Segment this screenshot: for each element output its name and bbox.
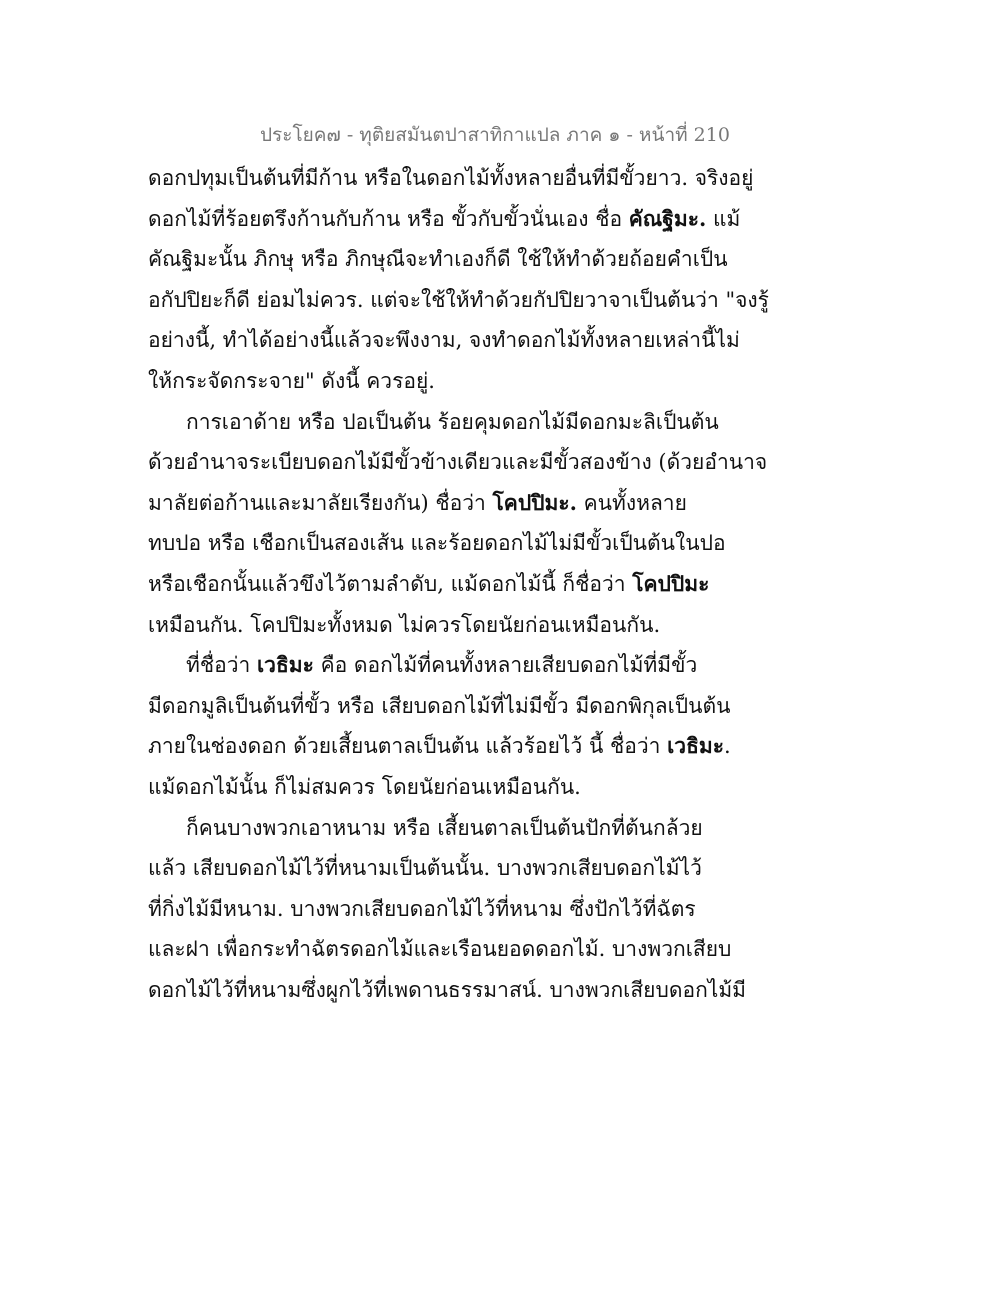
text-segment: อกัปปิยะก็ดี ย่อมไม่ควร. แต่จะใช้ให้ทำด้วยกัปปิยวาจาเป็นต้นว่า "จงรู้ <box>148 287 769 312</box>
text-segment: ให้กระจัดกระจาย" ดังนี้ ควรอยู่. <box>148 368 435 393</box>
text-segment: มาลัยต่อก้านและมาลัยเรียงกัน) ชื่อว่า <box>148 490 493 515</box>
text-segment: ก็คนบางพวกเอาหนาม หรือ เสี้ยนตาลเป็นต้นปักที่ต้นกล้วย <box>186 815 703 840</box>
body-text <box>148 158 769 1010</box>
text-segment: อย่างนี้, ทำได้อย่างนี้แล้วจะพึงงาม, จงทำดอกไม้ทั้งหลายเหล่านี้ไม่ <box>148 328 740 353</box>
text-segment: แม้ <box>706 206 741 231</box>
text-line <box>148 239 728 280</box>
text-segment: ที่กิ่งไม้มีหนาม. บางพวกเสียบดอกไม้ไว้ที่หนาม ซึ่งปักไว้ที่ฉัตร <box>148 896 696 921</box>
bold-term: โคปปิมะ <box>632 570 710 596</box>
text-line <box>148 726 731 767</box>
text-line <box>148 199 741 240</box>
text-line <box>148 280 769 321</box>
text-segment: ภายในช่องดอก ด้วยเสี้ยนตาลเป็นต้น แล้วร้อยไว้ นี้ ชื่อว่า <box>148 734 668 759</box>
text-line <box>148 523 726 564</box>
text-line <box>148 564 708 605</box>
text-line <box>148 808 708 849</box>
text-line <box>148 686 731 727</box>
text-segment: คนทั้งหลาย <box>576 490 687 515</box>
text-segment: ที่ชื่อว่า <box>186 653 257 678</box>
text-segment: ดอกไม้ไว้ที่หนามซึ่งผูกไว้ที่เพดานธรรมาสน์. บางพวกเสียบดอกไม้มี <box>148 977 747 1002</box>
text-line <box>148 320 740 361</box>
bold-term: เวธิมะ <box>256 652 314 678</box>
text-line <box>148 889 708 930</box>
text-segment: การเอาด้าย หรือ ปอเป็นต้น ร้อยคุมดอกไม้มีดอกมะลิเป็นต้น <box>186 409 719 434</box>
text-segment: แล้ว เสียบดอกไม้ไว้ที่หนามเป็นต้นนั้น. บางพวกเสียบดอกไม้ไว้ <box>148 856 702 881</box>
text-segment: ดอกไม้ที่ร้อยตรึงก้านกับก้าน หรือ ขั้วกับขั้วนั่นเอง ชื่อ <box>148 206 629 231</box>
text-line <box>148 361 708 402</box>
text-segment: และฝา เพื่อกระทำฉัตรดอกไม้และเรือนยอดดอกไม้. บางพวกเสียบ <box>148 937 732 962</box>
text-line <box>148 929 732 970</box>
text-segment: ดอกปทุมเป็นต้นที่มีก้าน หรือในดอกไม้ทั้งหลายอื่นที่มีขั้วยาว. จริงอยู่ <box>148 166 754 190</box>
bold-term: โคปปิมะ. <box>492 489 577 515</box>
text-line <box>148 605 708 646</box>
text-segment: . <box>724 734 731 759</box>
text-line <box>148 970 747 1011</box>
text-line <box>148 483 708 524</box>
text-line <box>148 442 768 483</box>
text-segment: ด้วยอำนาจระเบียบดอกไม้มีขั้วข้างเดียวและมีขั้วสองข้าง (ด้วยอำนาจ <box>148 450 768 475</box>
text-line <box>148 402 719 443</box>
text-line <box>148 645 708 686</box>
text-segment: คัณฐิมะนั้น ภิกษุ หรือ ภิกษุณีจะทำเองก็ดี ใช้ให้ทำด้วยถ้อยคำเป็น <box>148 247 728 272</box>
text-segment: คือ ดอกไม้ที่คนทั้งหลายเสียบดอกไม้ที่มีขั้ว <box>313 653 698 678</box>
text-segment: แม้ดอกไม้นั้น ก็ไม่สมควร โดยนัยก่อนเหมือนกัน. <box>148 774 581 799</box>
text-segment: ทบปอ หรือ เชือกเป็นสองเส้น และร้อยดอกไม้ไม่มีขั้วเป็นต้นในปอ <box>148 531 726 556</box>
text-segment: เหมือนกัน. โคปปิมะทั้งหมด ไม่ควรโดยนัยก่อนเหมือนกัน. <box>148 612 661 637</box>
bold-term: คัณฐิมะ. <box>628 205 707 231</box>
bold-term: เวธิมะ <box>667 733 725 759</box>
text-segment: หรือเชือกนั้นแล้วขึงไว้ตามลำดับ, แม้ดอกไม้นี้ ก็ชื่อว่า <box>148 571 633 596</box>
text-segment: มีดอกมูลิเป็นต้นที่ขั้ว หรือ เสียบดอกไม้ที่ไม่มีขั้ว มีดอกพิกุลเป็นต้น <box>148 693 731 718</box>
text-line <box>148 158 754 199</box>
running-header: ประโยค๗ - ทุติยสมันตปาสาทิกาแปล ภาค ๑ - หน้าที่ 210 <box>260 124 730 146</box>
text-line <box>148 848 708 889</box>
text-line <box>148 767 708 808</box>
